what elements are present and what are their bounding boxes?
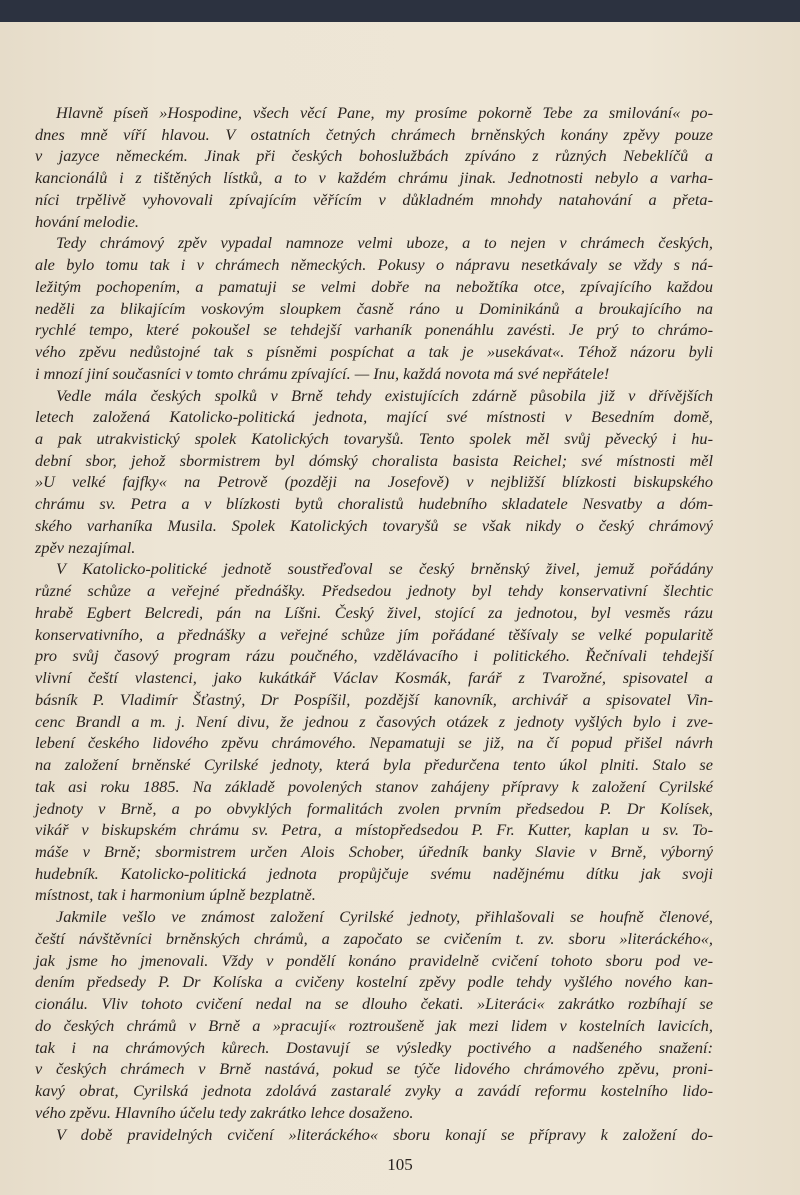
paragraph xyxy=(35,558,713,906)
text-line: Hlavně píseň »Hospodine, všech věcí Pane, my prosíme pokorně Tebe za smilování« po- xyxy=(56,103,713,122)
text-line: místnost, tak i harmonium úplně bezplatně. xyxy=(35,885,316,905)
text-line: kancionálů i z tištěných lístků, a to v každém chrámu jinak. Jednotnosti nebylo a varha- xyxy=(35,168,713,188)
text-line: jednoty v Brně, a po obvyklých formalitách zvolen prvním předsedou P. Dr Kolísek, xyxy=(35,798,713,818)
text-line: vlivní čeští vlastenci, jako kukátkář Václav Kosmák, farář z Tvarožné, spisovatel a xyxy=(35,668,713,688)
scan-top-edge xyxy=(0,0,800,22)
text-line: ležitým pochopením, a pamatuji se velmi dobře na nebožtíka otce, zpívajícího každou xyxy=(35,276,713,296)
text-line: cionálu. Vliv tohoto cvičení nedal na se dlouho čekati. »Literáci« zakrátko rozbíhají se xyxy=(35,994,713,1014)
text-line: »U velké fajfky« na Petrově (později na Josefově) v nejbližší blízkosti biskupského xyxy=(35,472,713,492)
text-line: jak jsme ho jmenovali. Vždy v pondělí konáno pravidelně cvičení tohoto sboru pod ve- xyxy=(35,950,713,970)
text-line: čeští návštěvníci brněnských chrámů, a započato se cvičením t. zv. sboru »literáckého«, xyxy=(35,928,713,948)
text-line: hování melodie. xyxy=(35,211,139,231)
text-line: vikář v biskupském chrámu sv. Petra, a místopředsedou P. Fr. Kutter, kaplan u sv. To- xyxy=(35,820,713,840)
paragraph xyxy=(35,906,713,1123)
text-line: pro svůj časový program rázu poučného, vzdělávacího i politického. Řečnívali tehdejší xyxy=(35,646,713,666)
text-line: ale bylo tomu tak i v chrámech německých. Pokusy o nápravu nesetkávaly se vždy s ná- xyxy=(35,255,713,275)
text-line: hrabě Egbert Belcredi, pán na Líšni. Český živel, stojící za jednotou, byl vesměs rázu xyxy=(35,602,713,622)
text-line: konservativního, a přednášky a veřejné schůze jím pořádané těšívaly se velké popularitě xyxy=(35,624,713,644)
text-line: Jakmile vešlo ve známost založení Cyrilské jednoty, přihlašovali se houfně členové, xyxy=(56,907,713,927)
text-line: na založení brněnské Cyrilské jednoty, která byla předurčena tento úkol plniti. Stalo se xyxy=(35,755,713,775)
text-line: i mnozí jiní současníci v tomto chrámu zpívající. — Inu, každá novota má své nepřátele! xyxy=(35,363,610,383)
text-line: máše v Brně; sbormistrem určen Alois Schober, úředník banky Slavie v Brně, výborný xyxy=(35,841,713,861)
text-line: rychlé tempo, které pokoušel se tehdejší varhaník ponenáhlu zavésti. Je prý to chrámo- xyxy=(35,320,713,340)
text-line: Vedle mála českých spolků v Brně tehdy existujících zdárně působila již v dřívějších xyxy=(56,385,713,405)
text-line: tak i na chrámových kůrech. Dostavují se výsledky poctivého a nadšeného snažení: xyxy=(35,1037,713,1057)
text-line: letech založená Katolicko-politická jednota, mající své místnosti v Besedním domě, xyxy=(35,407,713,427)
page-number: 105 xyxy=(387,1155,413,1174)
text-line: básník P. Vladimír Šťastný, Dr Pospíšil, pozdější kanovník, archivář a spisovatel Vin- xyxy=(35,689,713,709)
text-line: ského varhaníka Musila. Spolek Katolických tovaryšů se však nikdy o český chrámový xyxy=(35,515,713,535)
paragraph xyxy=(35,232,713,384)
text-line: dnes mně víří hlavou. V ostatních četných chrámech brněnských konány zpěvy pouze xyxy=(35,124,713,144)
text-line: chrámu sv. Petra a v blízkosti bytů choralistů hudebního skladatele Nesvatby a dóm- xyxy=(35,494,713,514)
paragraph xyxy=(35,1124,713,1146)
text-line: hudebník. Katolicko-politická jednota propůjčuje svému nadějnému dítku jak svoji xyxy=(35,863,713,883)
text-line: tak asi roku 1885. Na základě povolených stanov zahájeny přípravy k založení Cyrilské xyxy=(35,776,713,796)
text-line: v jazyce německém. Jinak při českých bohoslužbách zpíváno z různých Nebeklíčů a xyxy=(35,146,713,166)
text-line: kavý obrat, Cyrilská jednota zdolává zastaralé zvyky a zavádí reformu kostelního lido- xyxy=(35,1081,713,1101)
text-line: a pak utrakvistický spolek Katolických tovaryšů. Tento spolek měl svůj pěvecký i hu- xyxy=(35,429,713,449)
text-line: vého zpěvu nedůstojné tak s písněmi pospíchat a tak je »usekávat«. Téhož názoru byli xyxy=(35,342,713,362)
paragraph xyxy=(35,102,713,232)
text-line: níci trpělivě vyhovovali zpívajícím věřícím v důkladném mnohdy natahování a přeta- xyxy=(35,189,713,209)
text-line: dební sbor, jehož sbormistrem byl dómský choralista basista Reichel; své místnosti měl xyxy=(35,450,713,470)
text-line: zpěv nezajímal. xyxy=(35,537,136,557)
text-line: do českých chrámů v Brně a »pracují« roztroušeně jak mezi lidem v kostelních lavicích, xyxy=(35,1015,713,1035)
text-line: V Katolicko-politické jednotě soustřeďoval se český brněnský živel, jemuž pořádány xyxy=(56,559,713,579)
text-line: V době pravidelných cvičení »literáckého« sboru konají se přípravy k založení do- xyxy=(56,1124,713,1144)
body-text xyxy=(35,102,713,1145)
text-line: neděli za blikajícím voskovým sloupkem časně ráno u Dominikánů a broukajícího na xyxy=(35,298,713,318)
text-line: lebení českého lidového zpěvu chrámového. Nepamatuji se již, na čí popud přišel návrh xyxy=(35,733,713,753)
text-line: Tedy chrámový zpěv vypadal namnoze velmi uboze, a to nejen v chrámech českých, xyxy=(56,233,713,253)
text-line: různé schůze a veřejné přednášky. Předsedou jednoty byl tehdy konservativní šlechtic xyxy=(35,581,713,601)
text-line: dením předsedy P. Dr Kolíska a cvičeny kostelní zpěvy podle tehdy vyšlého nového kan- xyxy=(35,972,713,992)
text-line: v českých chrámech v Brně nastává, pokud se týče lidového chrámového zpěvu, proni- xyxy=(35,1059,713,1079)
text-line: vého zpěvu. Hlavního účelu tedy zakrátko lehce dosaženo. xyxy=(35,1102,414,1122)
text-line: cenc Brandl a m. j. Není divu, že jednou z časových otázek z jednoty vyšlých bylo i zve- xyxy=(35,711,713,731)
paragraph xyxy=(35,385,713,559)
